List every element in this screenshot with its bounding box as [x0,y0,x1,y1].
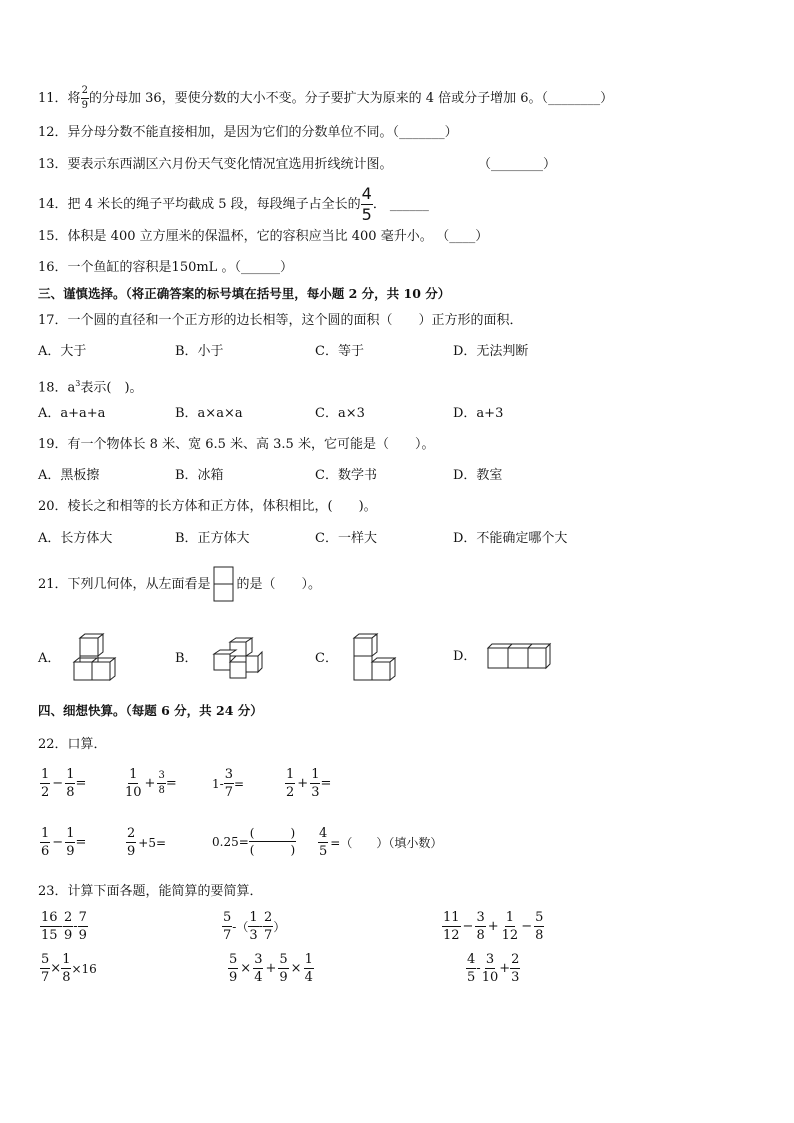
section-heading: 三、谨慎选择。（将正确答案的标号填在括号里，每小题 2 分，共 10 分） [38,286,451,301]
oral-calc: $\frac{1}{2}$ − $\frac{1}{8}$ = [41,767,87,800]
option-b[interactable]: B．冰箱 [175,468,224,483]
calc-expression: $\frac{11}{12}$ − $\frac{3}{8}$ + $\frac{1}{12}$ − $\frac{5}{8}$ [443,910,544,943]
question-text: 将 [67,90,81,106]
fraction: $\frac{2}{9}$ [81,85,88,111]
option-a[interactable]: A．黑板擦 [38,468,100,483]
oral-calc: $\frac{2}{9}$ +5= [127,826,167,859]
question-18: 18．$a^3$表示( )。 [38,379,143,396]
option-c[interactable]: C．数学书 [315,468,377,483]
option-a[interactable]: A．a+a+a [38,406,106,421]
question-13: 13．要表示东西湖区六月份天气变化情况宜选用折线统计图。 [38,157,393,172]
answer-blank[interactable]: ____ [449,229,476,244]
option-b[interactable]: B．小于 [175,344,224,359]
answer-blank[interactable]: ________ [548,90,601,106]
oral-calc[interactable]: 0.25= $\frac{( )}{( )}$ [212,826,296,857]
answer-blank[interactable]: _______ [399,125,445,140]
question-23-title: 23．计算下面各题，能简算的要简算． [38,884,263,899]
calc-expression: $\frac{5}{9}$ × $\frac{3}{4}$ + $\frac{5}{9}$ × $\frac{1}{4}$ [229,952,313,985]
question-15: 15．体积是 400 立方厘米的保温杯，它的容积应当比 400 毫升小。 （____） [38,229,489,244]
left-view-icon [213,566,235,604]
question-text: 一个鱼缸的容积是150mL 。（ [67,260,241,275]
cube-stack-b-icon [208,636,268,682]
question-19: 19．有一个物体长 8 米、宽 6.5 米、高 3.5 米，它可能是（ ）。 [38,437,435,452]
cube-stack-a-icon [70,632,126,686]
question-12: 12．异分母分数不能直接相加，是因为它们的分数单位不同。（_______） [38,125,458,140]
option-c[interactable]: C．一样大 [315,531,377,546]
oral-calc: $\frac{1}{2}$ + $\frac{1}{3}$ = [286,767,332,800]
question-text: 体积是 400 立方厘米的保温杯，它的容积应当比 400 毫升小。 [67,229,433,244]
question-22-title: 22．口算． [38,737,107,752]
question-number: 11． [38,90,68,106]
calc-expression: $\frac{4}{5}$ - $\frac{3}{10}$ + $\frac{2}{3}$ [467,952,520,985]
question-14: 14． 把 4 米长的绳子平均截成 5 段，每段绳子占全长的 $\frac{4}{5}$ ． ______ [38,184,429,224]
calc-expression: $\frac{5}{7}$ -（ $\frac{1}{3}$ - $\frac{2}{7}$ ） [223,910,286,943]
calc-expression: $\frac{16}{15}$ - $\frac{2}{9}$ - $\frac{7}{9}$ [41,910,87,943]
option-b[interactable]: B． [175,636,268,682]
question-16: 16．一个鱼缸的容积是150mL 。（______） [38,260,293,275]
question-text: 把 4 米长的绳子平均截成 5 段，每段绳子占全长的 [67,196,361,212]
option-c[interactable]: C． [315,632,404,686]
answer-blank: ________ [491,157,544,172]
question-20: 20．棱长之和相等的长方体和正方体，体积相比，( )。 [38,499,377,514]
question-text: 要表示东西湖区六月份天气变化情况宜选用折线统计图。 [67,157,393,172]
oral-calc: $\frac{1}{6}$ − $\frac{1}{9}$ = [41,826,87,859]
question-17: 17．一个圆的直径和一个正方形的边长相等，这个圆的面积（ ）正方形的面积． [38,313,523,328]
option-b[interactable]: B．a×a×a [175,406,243,421]
option-a[interactable]: A． [38,632,126,686]
calc-expression: $\frac{5}{7}$ × $\frac{1}{8}$ ×16 [41,952,97,985]
option-a[interactable]: A．大于 [38,344,87,359]
section-heading: 四、细想快算。（每题 6 分，共 24 分） [38,703,263,718]
cube-stack-c-icon [348,632,404,686]
answer-blank[interactable]: ______ [389,196,429,212]
oral-calc: 1- $\frac{3}{7}$ = [212,767,245,800]
option-b[interactable]: B．正方体大 [175,531,250,546]
question-text: 异分母分数不能直接相加，是因为它们的分数单位不同。（ [67,125,400,140]
option-c[interactable]: C．a×3 [315,406,365,421]
option-d[interactable]: D．a+3 [453,406,504,421]
option-d[interactable]: D．无法判断 [453,344,529,359]
cube-row-d-icon [486,642,552,672]
option-d[interactable]: D． [453,642,552,672]
option-a[interactable]: A．长方体大 [38,531,113,546]
answer-blank[interactable]: ______ [240,260,280,275]
option-d[interactable]: D．不能确定哪个大 [453,531,568,546]
question-text: 的分母加 36，要使分数的大小不变。分子要扩大为原来的 4 倍或分子增加 6。（ [88,90,549,106]
question-21: 21．下列几何体，从左面看是 的是（ ）。 [38,566,321,604]
oral-calc: $\frac{1}{10}$ + $\frac{3}{8}$ = [125,767,177,800]
fraction: $\frac{4}{5}$ [361,184,372,224]
answer-paren[interactable]: （________） [478,157,557,172]
oral-calc[interactable]: $\frac{4}{5}$ =（ ）（填小数） [319,826,443,859]
option-c[interactable]: C．等于 [315,344,364,359]
question-11: 11． 将 $\frac{2}{9}$ 的分母加 36，要使分数的大小不变。分子要扩大为原来的 4 倍或分子增加 6。（ ________ ） [38,85,614,111]
option-d[interactable]: D．教室 [453,468,503,483]
